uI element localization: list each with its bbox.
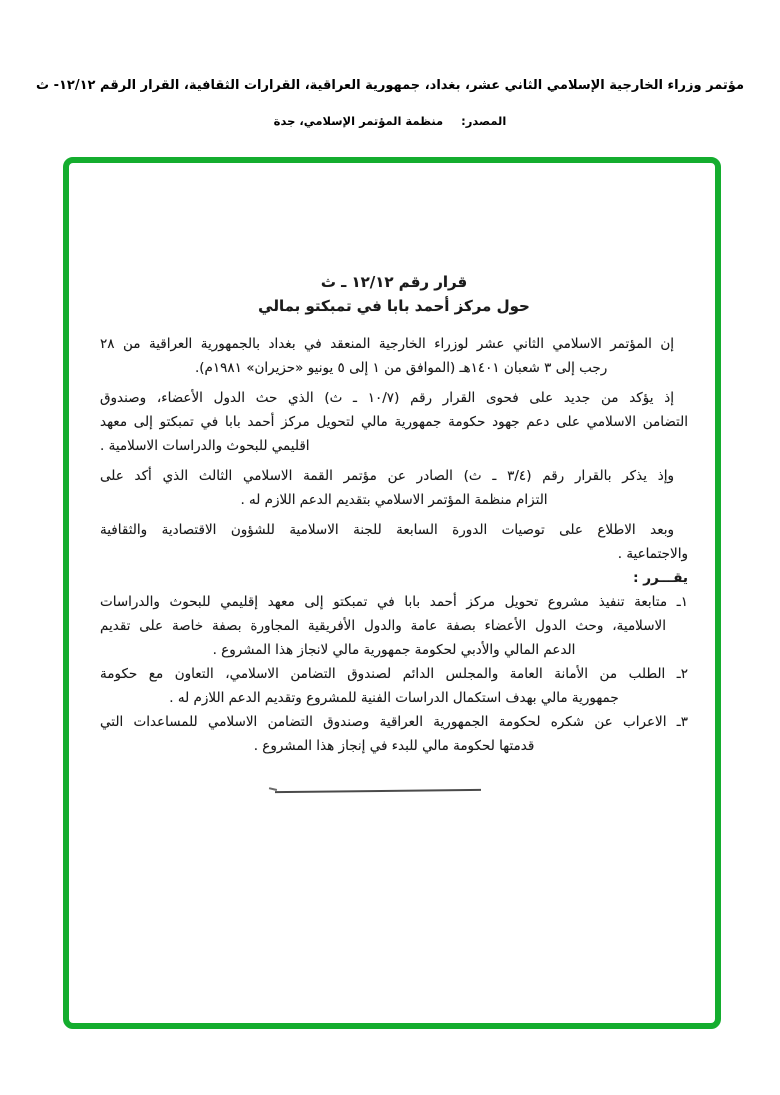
paragraph-line: وإذ يذكر بالقرار رقم (٣/٤ ـ ث) الصادر عن مؤتمر القمة الاسلامي الثالث الذي أكد على (100, 468, 675, 484)
paragraph-line: إن المؤتمر الاسلامي الثاني عشر لوزراء الخارجية المنعقد في بغداد بالجمهورية العراقية من ٢٨ (100, 336, 674, 352)
paragraph-line: التضامن الاسلامي على دعم جهود حكومة جمهورية مالي لتحويل مركز أحمد بابا في تمبكتو إلى معهد (100, 414, 688, 430)
decision-item-1 (100, 590, 688, 662)
source-value: منظمة المؤتمر الإسلامي، جدة (273, 114, 444, 128)
handwritten-separator-line (275, 789, 481, 793)
item-line: ١ـ متابعة تنفيذ مشروع تحويل مركز أحمد بابا في تمبكتو إلى معهد إقليمي للبحوث والدراسات (100, 594, 688, 610)
paragraph-line: التزام منظمة المؤتمر الاسلامي بتقديم الدعم اللازم له . (240, 492, 548, 508)
decision-item-2 (100, 662, 688, 710)
decision-item-3 (100, 710, 688, 758)
paragraph-preamble-3 (100, 464, 688, 512)
item-line: الاسلامية، وحث الدول الأعضاء بصفة عامة والدول الأفريقية المجاورة بصفة خاصة على تقديم (100, 618, 666, 634)
decision-subject-title: حول مركز أحمد بابا في تمبكتو بمالي (258, 297, 530, 315)
paragraph-line: والاجتماعية . (617, 546, 688, 562)
paragraph-preamble-1 (100, 332, 688, 380)
paragraph-preamble-2 (100, 386, 688, 458)
item-line: جمهورية مالي بهدف استكمال الدراسات الفنية للمشروع وتقديم الدعم اللازم له . (169, 690, 619, 706)
paragraph-line: إذ يؤكد من جديد على فحوى القرار رقم (١٠/٧ ـ ث) الذي حث الدول الأعضاء، وصندوق (100, 390, 674, 406)
item-line: قدمتها لحكومة مالي للبدء في إنجاز هذا المشروع . (253, 738, 535, 754)
document-header-source (30, 114, 750, 128)
item-line: الدعم المالي والأدبي لحكومة جمهورية مالي لانجاز هذا المشروع . (212, 642, 576, 658)
item-line: ٢ـ الطلب من الأمانة العامة والمجلس الدائم لصندوق التضامن الاسلامي، التعاون مع حكومة (100, 666, 688, 682)
scanned-document-text (100, 270, 688, 758)
decree-label: يقـــرر : (633, 570, 688, 586)
decision-number-title: قرار رقم ١٢/١٢ ـ ث (320, 273, 468, 291)
paragraph-preamble-4 (100, 518, 688, 566)
paragraph-line: وبعد الاطلاع على توصيات الدورة السابعة للجنة الاسلامية للشؤون الاقتصادية والثقافية (100, 522, 674, 538)
scanned-document-frame (63, 157, 721, 1029)
source-label: المصدر: (461, 114, 507, 128)
item-line: ٣ـ الاعراب عن شكره لحكومة الجمهورية العراقية وصندوق التضامن الاسلامي للمساعدات التي (100, 714, 688, 730)
paragraph-line: اقليمي للبحوث والدراسات الاسلامية . (100, 438, 310, 454)
document-header-title: مؤتمر وزراء الخارجية الإسلامي الثاني عشر، بغداد، جمهورية العراقية، القرارات الثقافية، القرار الرقم ١٢/١٢- ث (35, 78, 745, 93)
paragraph-line: رجب إلى ٣ شعبان ١٤٠١هـ (الموافق من ١ إلى ٥ يونيو «حزيران» ١٩٨١م). (195, 360, 608, 376)
